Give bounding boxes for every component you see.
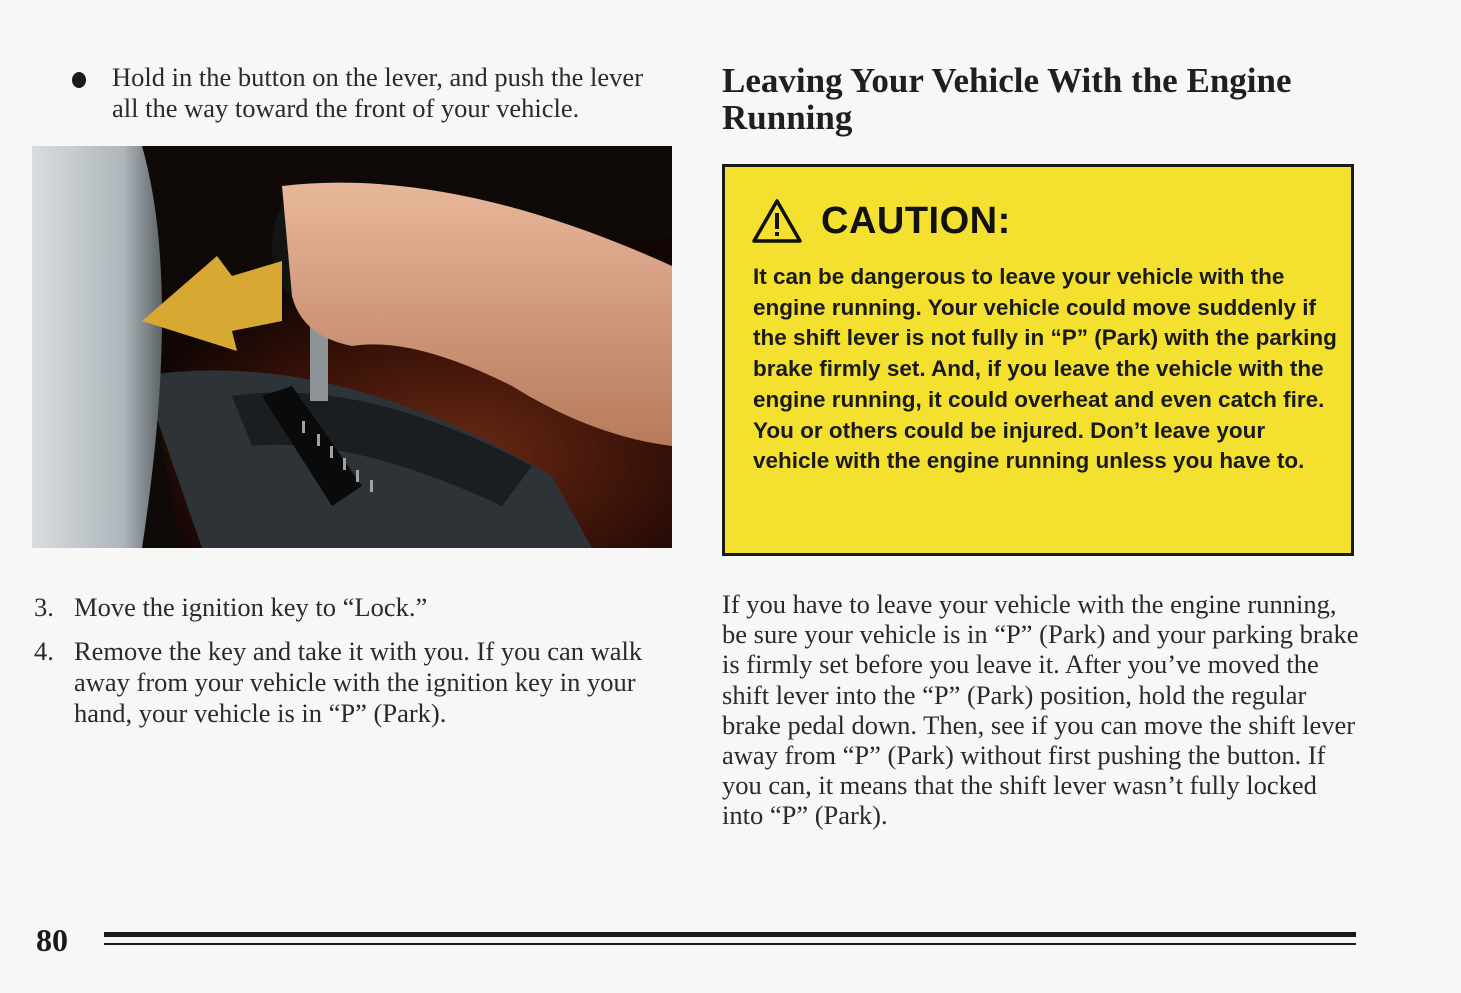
body-paragraph: If you have to leave your vehicle with the engine running, be sure your vehicle is in “P” (Park) and your parking brake is firmly set before you leave it. After you’ve moved the shift lever into the “P” (Park) position, hold the regular brake pedal down. Then, see if you can move the shift lever away from “P” (Park) without first pushing the button. If you can, it means that the shift lever wasn’t fully locked into “P” (Park).	[722, 589, 1359, 831]
right-column	[722, 61, 1362, 831]
caution-title: CAUTION:	[821, 199, 1011, 242]
step-text: Move the ignition key to “Lock.”	[74, 592, 428, 622]
section-title: Leaving Your Vehicle With the Engine Running	[722, 61, 1292, 137]
caution-text: It can be dangerous to leave your vehicle with the engine running. Your vehicle could move suddenly if the shift lever is not fully in “P” (Park) with the parking brake firmly set. And, if you leave the vehicle with the engine running, it could overheat and even catch fire. You or others could be injured. Don’t leave your vehicle with the engine running unless you have to.	[753, 264, 1337, 474]
footer-rule-thin	[104, 943, 1356, 945]
caution-header	[751, 197, 1011, 245]
step-number: 3.	[34, 592, 54, 622]
warning-triangle-icon	[751, 198, 803, 244]
step-number: 4.	[34, 636, 54, 666]
footer-rule	[104, 932, 1356, 937]
bullet-icon	[72, 72, 86, 88]
bullet-text: Hold in the button on the lever, and push the lever all the way toward the front of your vehicle.	[112, 62, 644, 123]
left-column	[30, 62, 675, 728]
caution-box	[722, 164, 1354, 556]
step-list	[30, 592, 680, 742]
bullet-item	[30, 62, 675, 124]
shift-lever-photo-icon	[32, 146, 672, 548]
step-item	[30, 592, 680, 623]
page-number: 80	[36, 922, 68, 958]
step-text: Remove the key and take it with you. If you can walk away from your vehicle with the ignition key in your hand, your vehicle is in “P” (Park).	[74, 636, 643, 728]
step-item	[30, 636, 680, 729]
shift-lever-photo	[32, 146, 672, 548]
